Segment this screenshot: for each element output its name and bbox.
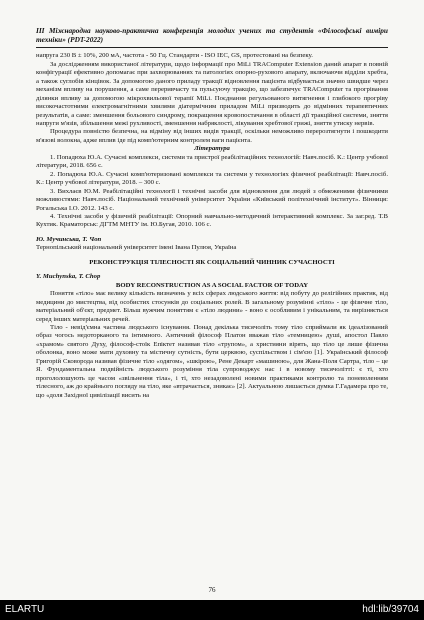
article-title-en: BODY RECONSTRUCTION AS A SOCIAL FACTOR OF TODAY [115,281,309,289]
literature-item: 3. Вихлаєв Ю.М. Реабілітаційні технології і технічні засоби для відновлення для людей з обмеженими фізичними можливостями: Навч.посіб. Національний технічний університет України «Київський політехнічний інститут». Вінниця: Рогальська І.О. 2012. 143 с. [36,187,388,212]
article-affiliation: Тернопільський національний університет імені Івана Пулюя, Україна [36,244,237,252]
literature-item: 2. Попадюха Ю.А. Сучасні комп'ютеризовані комплекси та системи у технологіях фізичної реабілітації: Навч.посіб. К.: Центр учбової літератури, 2018. – 300 с. [36,170,388,187]
literature-heading: Література [194,145,230,153]
article-paragraph: Поняття «тіло» має велику кількість визначень у всіх сферах людського життя: від побуту до релігійних практик, від медицини до мистецтва, від особистих стосунків до соціальних ролей. В загальному розумінні «тіло» - це фізичне тіло, матеріальний об'єкт, предмет. Більш вужчим поняттям є «тіло людини» - воно є особливим і унікальним, та вирізняється серед інших матеріальних речей. [36,290,388,323]
literature-item: 1. Попадюха Ю.А. Сучасні комплекси, системи та пристрої реабілітаційних технологій: Навч.посіб. К.: Центр учбової літератури, 2018. 656 с. [36,153,388,170]
body-paragraph: напруга 230 В ± 10%, 200 мА, частота - 50 Гц. Стандарти - ISO IEC, GS, протестовані на безпеку. [36,52,313,60]
repository-footer-bar [0,600,424,620]
page-content [36,26,388,400]
page-number: 76 [208,586,216,594]
body-paragraph: Процедура повністю безпечна, на відміну від інших видів тракції, оскільки неможливо перерозтягнути і пошкодити м'язові волокна, адже вплив іде під комп'ютерним контролем ваги пацієнта. [36,128,388,144]
conference-header: ІІІ Міжнародна науково-практична конференція молодих учених та студентів «Філософські виміри техніки» (PDT-2022) [36,26,388,44]
repository-name: ELARTU [5,604,45,615]
article-authors-ua: Ю. Мучинська, Т. Чоп [36,235,102,243]
handle-identifier: hdl:lib/39704 [362,604,419,615]
article-title-ua: РЕКОНСТРУКЦІЯ ТІЛЕСНОСТІ ЯК СОЦІАЛЬНИЙ ЧИННИК СУЧАСНОСТІ [89,258,335,266]
article-paragraph: Тіло - невід'ємна частина людського існування. Понад декілька тисячоліть тому тіло сприймали як ідеалізований образ чогось недоторканого та інтимного. Античний філософ Платон вважав тіло «темницею» душі, апостол Павло «храмом» святого Духу, філософ-стоїк Епіктет називав тіло «трупом», а християни вірять, що тіло це лише фізична оболонка, воно може мати духовну та містичну сутність, бути церквою, суспільством і сім'єю [1]. Український філософ Григорій Сковорода називав фізичне тіло «одягом», «шкірою», Рене Декарт «машиною», для Жана-Поля Сартра, тіло – це Я. Фундаментальна подвійність людського розуміння тіла супроводжує нас і в новому тисячолітті: є ті, хто прогололошують це часом «звільнення тіла», і ті, хто незадоволені новими практиками контролю та поневоленням тілесного, аж до крайнього погляду на тіло, яке «втрачається, зникає» [2]. Актуальною лишається думка Г.Гадамера про те, що «доля Західної цивілізації висить на [36,323,388,399]
article-authors-en: Y. Muchynska, T. Chop [36,273,101,281]
header-rule [36,47,388,48]
body-paragraph: За дослідженням використаної літератури, щодо інформації про MiLi TRAComputer Extension даний апарат в повній конфігурації ефективно допомагає при захворюваннях та патологіях опорно-рухового апарату, включаючи відділи хребта, а також суглобів кінцівок. За допомогою даного приладу тракції відновлення пацієнта відбувається значно швидше через механізм впливу на порушення, а саме переривчасту та пульсуючу тракцію, що забезпечує TRAComputer та прогрівання ділянки впливу за допомогою мікрохвильової терапії MiLi. Поєднання регульованого витягнення і глибокого прогріву високочастотними електромагнітними хвилями діатермічним приладом MiLi призводить до відмінних терапевтичних результатів, а саме: зменшення больового синдрому, покращення кровопостачання в області дії тракційної системи, зняття напруги м'язів, збільшення межі рухливості, зменшення набряклості, лікування хребтової грижі, зняття утиску нервів. [36,60,388,128]
literature-item: 4. Технічні засоби у фізичній реабілітації: Опорний навчально-методичний інтерактивний комплекс. За заг.ред. Т.В Кухтик. Краматорськ: ДГТМ МНТУ ім. Ю.Бугая, 2010. 106 с. [36,213,388,229]
